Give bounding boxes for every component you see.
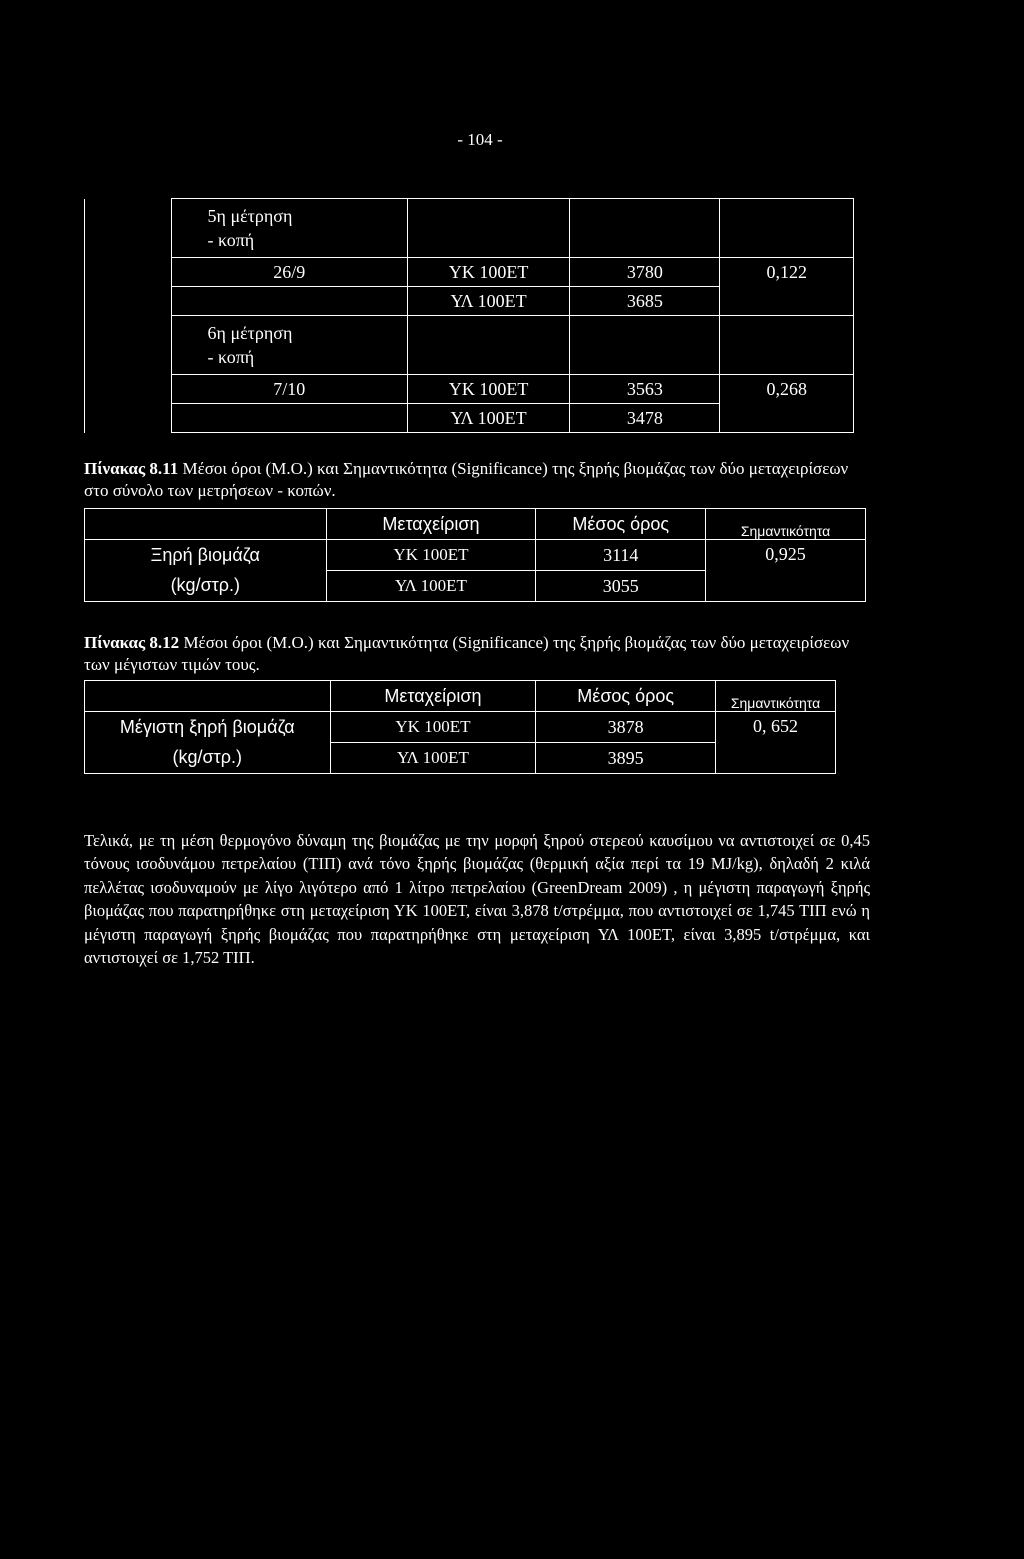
table-cell: ΥΚ 100ΕΤ <box>326 540 536 571</box>
page-number: - 104 - <box>457 130 503 149</box>
table-caption-8-11 <box>84 458 874 502</box>
table-caption-8-12 <box>84 632 874 676</box>
caption-label: Πίνακας 8.11 <box>84 459 179 478</box>
table-cell <box>407 316 569 375</box>
table-cell <box>570 199 720 258</box>
caption-label: Πίνακας 8.12 <box>84 633 180 652</box>
row-label: Ξηρή βιομάζα <box>85 540 327 571</box>
table-cell <box>171 404 407 433</box>
table-cell <box>570 316 720 375</box>
table-8-12 <box>84 680 836 774</box>
table-row <box>85 258 854 287</box>
table-header-cell <box>85 681 331 712</box>
table-header-cell: Μέσος όρος <box>536 681 716 712</box>
table-row <box>85 375 854 404</box>
table-cell <box>171 287 407 316</box>
caption-text: Μέσοι όροι (Μ.Ο.) και Σημαντικότητα (Significance) της ξηρής βιομάζας των δύο μεταχειρίσεων των μέγιστων τιμών τους. <box>84 633 850 674</box>
table-row <box>85 316 854 375</box>
table-cell: ΥΛ 100ΕΤ <box>330 743 536 774</box>
table-cell: 3055 <box>536 571 706 602</box>
table-cell: 3685 <box>570 287 720 316</box>
row-label: (kg/στρ.) <box>85 571 327 602</box>
caption-text: Μέσοι όροι (Μ.Ο.) και Σημαντικότητα (Significance) της ξηρής βιομάζας των δύο μεταχειρίσεων στο σύνολο των μετρήσεων - κοπών. <box>84 459 849 500</box>
table-cell <box>720 316 854 375</box>
table-header-row <box>85 681 836 712</box>
table-cell: 3114 <box>536 540 706 571</box>
table-header-cell: Μέσος όρος <box>536 509 706 540</box>
table-cell: 26/9 <box>171 258 407 287</box>
table-header-cell <box>85 509 327 540</box>
table-cell <box>720 199 854 258</box>
table-header-cell: Μεταχείριση <box>326 509 536 540</box>
measurement-table <box>84 198 854 433</box>
table-header-row <box>85 509 866 540</box>
table-cell: ΥΚ 100ΕΤ <box>330 712 536 743</box>
table-cell: ΥΛ 100ΕΤ <box>407 404 569 433</box>
table-cell: ΥΚ 100ΕΤ <box>407 258 569 287</box>
table-cell <box>407 199 569 258</box>
table-cell <box>85 199 172 433</box>
table-cell: 3895 <box>536 743 716 774</box>
row-label: (kg/στρ.) <box>85 743 331 774</box>
table-cell: 5η μέτρηση - κοπή <box>171 199 407 258</box>
table-header-cell: Μεταχείριση <box>330 681 536 712</box>
table-cell: 0, 652 <box>716 712 836 774</box>
table-cell: ΥΛ 100ΕΤ <box>326 571 536 602</box>
body-paragraph: Τελικά, με τη μέση θερμογόνο δύναμη της βιομάζας με την μορφή ξηρού στερεού καυσίμου να αντιστοιχεί σε 0,45 τόνους ισοδυνάμου πετρελαίου (ΤΙΠ) ανά τόνο ξηρής βιομάζας (θερμική αξία περί τα 19 MJ/kg), δηλαδή 2 κιλά πελλέτας ισοδυναμούν με λίγο λιγότερο από 1 λίτρο πετρελαίου (GreenDream 2009) , η μέγιστη παραγωγή ξηρής βιομάζας που παρατηρήθηκε στη μεταχείριση ΥΚ 100ΕΤ, είναι 3,878 t/στρέμμα, που αντιστοιχεί σε 1,745 ΤΙΠ ενώ η μέγιστη παραγωγή ξηρής βιομάζας που παρατηρήθηκε στη μεταχείριση ΥΛ 100ΕΤ, είναι 3,895 t/στρέμμα, και αντιστοιχεί σε 1,752 ΤΙΠ. <box>84 830 870 967</box>
table-cell: 3780 <box>570 258 720 287</box>
table-cell: 7/10 <box>171 375 407 404</box>
table-row <box>85 540 866 571</box>
table-header-cell: Σημαντικότητα <box>706 509 866 540</box>
row-label: Μέγιστη ξηρή βιομάζα <box>85 712 331 743</box>
table-cell: ΥΛ 100ΕΤ <box>407 287 569 316</box>
table-cell: 6η μέτρηση - κοπή <box>171 316 407 375</box>
table-row <box>85 199 854 258</box>
table-cell: 3478 <box>570 404 720 433</box>
table-cell: 3563 <box>570 375 720 404</box>
table-row <box>85 712 836 743</box>
table-cell: ΥΚ 100ΕΤ <box>407 375 569 404</box>
table-header-cell: Σημαντικότητα <box>716 681 836 712</box>
table-cell: 0,925 <box>706 540 866 602</box>
table-cell: 0,122 <box>720 258 854 316</box>
table-8-11 <box>84 508 866 602</box>
table-cell: 3878 <box>536 712 716 743</box>
table-cell: 0,268 <box>720 375 854 433</box>
